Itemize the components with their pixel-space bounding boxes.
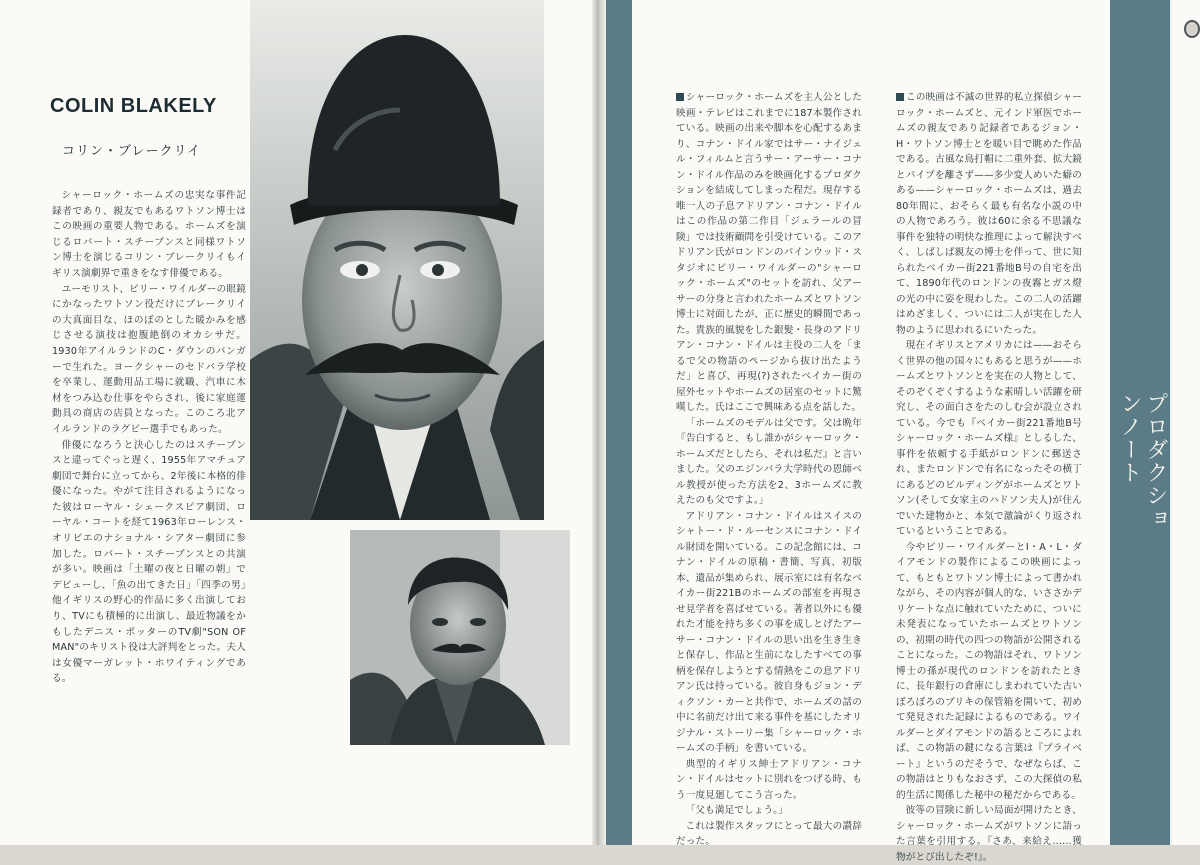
actor-biography: [52, 188, 246, 687]
bio-paragraph: 俳優になろうと決心したのはスチーブンスと違ってぐっと遅く、1955年アマチュア劇団で舞台に立ってから、2年後に本格的俳優になった。やがて注目されるようになった彼はローヤル・シェークスピア劇団、ローヤル・コートを経て1963年ローレンス・オリビエのナショナル・シアター劇団に参加した。ロバート・スチーブンスとの共演が多い。映画は「土曜の夜と日曜の朝」でデビューし、「魚の出てきた日」「四季の男」他イギリスの野心的作品に多く出演しており、TVにも積極的に出演し、最近物議をかもしたデニス・ポッターのTV劇"SON OF MAN"のキリスト役は大評判をとった。夫人は女優マーガレット・ホワイティングである。: [52, 439, 246, 685]
notes-paragraph: 典型的イギリス紳士アドリアン・コナン・ドイルはセットに別れをつげる時、もう一度見廻してこう言った。: [676, 758, 862, 801]
notes-paragraph: これは製作スタッフにとって最大の讃辞だった。: [676, 820, 862, 847]
portrait-photo-bowler-hat: [250, 0, 544, 520]
decorative-band-left: [606, 0, 632, 845]
book-gutter: [592, 0, 606, 845]
notes-paragraph: この映画は不滅の世界的私立探偵シャーロック・ホームズと、元インド軍医でホームズの親友であり記録者であるジョン・H・ワトソン博士とを暖い目で眺めた作品である。古風な鳥打帽に二重外套、拡大鏡とパイプを離さず——多少変人めいた癖のある——シャーロック・ホームズは、過去80年間に、おそらく最も有名な小説の中の人物であろう。彼は60に余る不思議な事件を独特の明快な推理によって解決すべく、しばしば親友の博士を伴って、世に知られたベイカー街221番地B号の自宅を出て、1890年代のロンドンの夜霧とガス燈の光の中に姿を現わした。この二人の活躍はめざましく、ついには二人が実在した人物のように思われるにいたった。: [896, 90, 1082, 338]
section-title-production-notes: プロダクションノート: [1117, 392, 1168, 530]
production-notes-column-1: [676, 90, 862, 850]
actor-name-english: COLIN BLAKELY: [50, 95, 217, 117]
notes-paragraph: 「父も満足でしょう。」: [685, 805, 788, 816]
actor-name-japanese: コリン・ブレークリイ: [62, 144, 202, 159]
notes-paragraph: 現在イギリスとアメリカには——おそらく世界の他の国々にもあると思うが——ホームズとワトソンとを実在の人物として、そのぞくぞくするような素晴しい活躍を研究し、その面白さをたのしむ会が設立されている。今でも『ベイカー街221番地B号シャーロック・ホームズ様』としるした、事件を依頼する手紙がロンドンに郵送され、またロンドンで有名になったその横丁にあるどのビルディングがホームズとワトソン(そして女家主のハドソン夫人)が住んでいた建物かと、本気で激論がくり返されているということである。: [896, 340, 1082, 537]
bio-paragraph: ユーモリスト、ビリー・ワイルダーの眼鏡にかなったワトソン役だけにブレークリイの大真面目な、ほのぼのとした暖かみを感じさせる演技は抱腹絶倒のオカシサだ。1930年アイルランドのC・ダウンのバンガーで生れた。ヨークシャーのセドバラ学校を卒業し、運動用品工場に就職、汽車に木材をつみ込む仕事をやらされ、後に家庭運動具の商店の店員となった。このころ北アイルランドのラグビー選手でもあった。: [52, 283, 246, 435]
notes-paragraph: シャーロック・ホームズを主人公とした映画・テレビはこれまでに187本製作されている。映画の出来や脚本を心配するあまり、コナン・ドイル家ではサー・ナイジェル・フィルムと言うサー・アーサー・コナン・ドイル作品のみを映画化するプロダクションを結成してしまった程だ。現存する唯一人の子息アドリアン・コナン・ドイルはこの作品の第二作目「ジェラールの冒険」では技術顧問を引受けている。このアドリアン氏がロンドンのパインウッド・スタジオにビリー・ワイルダーの"シャーロック・ホームズ"のセットを訪れ、父アーサーの分身と言われたホームズとワトソン博士に対面したが、正に歴史的瞬間であった。貴族的風貌をした銀髪・長身のアドリアン・コナン・ドイルは主役の二人を「まるで父の物語のページから抜け出たようだ」と喜び、再現(?)されたベイカー街の屋外セットやホームズの居室のセットに驚嘆した。氏はここで興味ある点を話した。: [676, 90, 862, 416]
small-portrait-illustration: [350, 530, 570, 745]
binding-hole: [1184, 20, 1200, 38]
portrait-photo-small: [350, 530, 570, 745]
notes-paragraph: 彼等の冒険に新しい局面が開けたとき、シャーロック・ホームズがワトソンに語った言葉を引用する。『さあ、来給え……獲物がとび出したぞ!』。: [896, 805, 1082, 863]
notes-paragraph: アドリアン・コナン・ドイルはスイスのシャトー・ド・ルーセンスにコナン・ドイル財団を開いている。この記念館には、コナン・ドイルの原稿・書簡、写真、初版本、遺品が集められ、展示室には有名なベイカー街221Bのホームズの部室を再現させ見学者を喜ばせている。著者以外にも優れた才能を持ち多くの事を成しとげたアーサー・コナン・ドイルの思い出を生き生きと保存し、作品と生前になしたすべての事柄を保存しようとする情熱をこの息アドリアン氏は持っている。彼自身もジョン・ディクソン・カーと共作で、ホームズの話の中に名前だけ出て来る事件を基にしたオリジナル・ストーリー集「シャーロック・ホームズの手柄」を書いている。: [676, 510, 862, 754]
notes-paragraph: 今やビリー・ワイルダーとI・A・L・ダイアモンドの製作によるこの映画によって、もともとワトソン博士によって書かれながら、その内容が個人的な、いささかデリケートな点に触れていたために、ついに未発表になっていたホームズとワトソンの、初期の時代の四つの物語が公開されることになった。この物語はそれ、ワトソン博士の孫が現代のロンドンを訪れたときに、長年銀行の倉庫にしまわれていた古いぼろぼろのブリキの保管箱を開いて、初めて発見された記録によるものである。ワイルダーとダイアモンドの語るところによれば、この物語の鍵になる言葉は『プライベート』というのだそうで、なぜならば、この物語はとりもなおさず、この大探偵の私的生活に関係した秘中の秘だからである。: [896, 541, 1082, 801]
bio-paragraph: シャーロック・ホームズの忠実な事件記録者であり、親友でもあるワトソン博士はこの映画の重要人物である。ホームズを演じるロバート・スチーブンスと同様ワトソン博士を演じるコリン・ブレークリイもイギリス演劇界で重きをなす俳優である。: [52, 190, 246, 279]
notes-paragraph: 「ホームズのモデルは父です。父は晩年『告白すると、もし誰かがシャーロック・ホームズだとしたら、それは私だ』と言いました。父のエジンバラ大学時代の恩師ベル教授が使った方法を2、3ホームズに教えたのも父ですよ。」: [676, 417, 862, 506]
portrait-illustration: [250, 0, 544, 520]
production-notes-column-2: [896, 90, 1082, 865]
